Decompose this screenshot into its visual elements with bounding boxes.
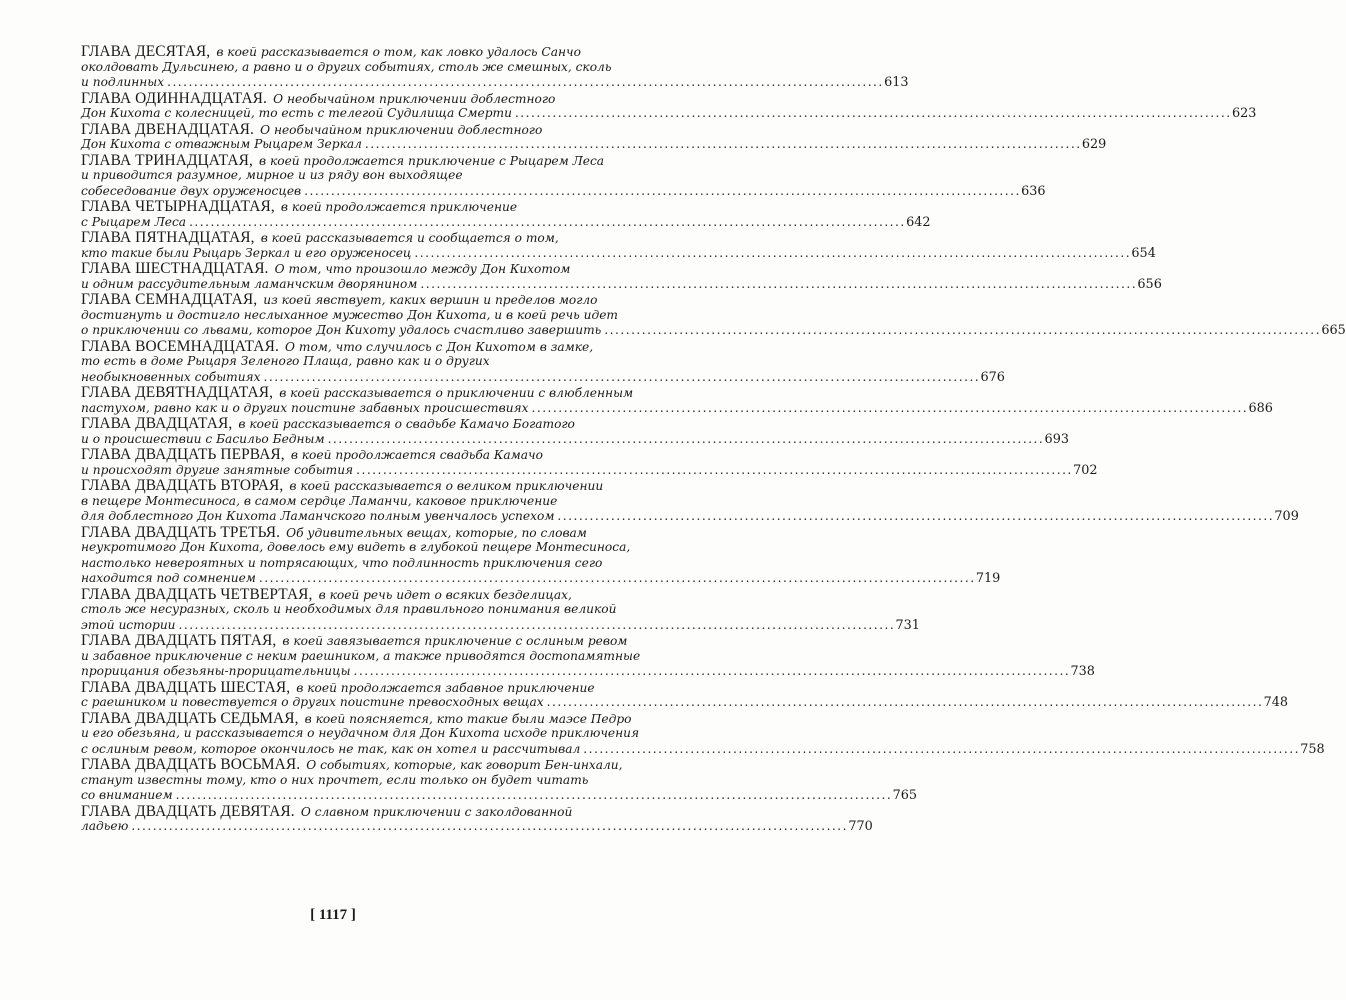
chapter-heading: ГЛАВА ВОСЕМНАДЦАТАЯ. [81,337,279,355]
toc-entry [81,415,1069,447]
chapter-description: в коей продолжается приключение [280,200,518,214]
chapter-heading: ГЛАВА ДВАДЦАТЬ ПЕРВАЯ, [81,446,285,463]
chapter-description: и о происшествии с Басильо Бедным [81,431,325,446]
chapter-description: прорицания обезьяны-прорицательницы [81,664,351,678]
toc-entry [81,585,920,634]
chapter-heading: ГЛАВА ДВАДЦАТЬ ЧЕТВЕРТАЯ, [81,585,313,603]
toc-line [81,400,1273,417]
dot-leader [167,75,881,91]
toc-line [81,617,920,634]
page-number: 758 [1300,741,1325,757]
chapter-description: пастухом, равно как и о других поистине забавных происшествиях [81,400,529,415]
toc-line [81,261,584,277]
chapter-description: необыкновенных событиях [81,369,261,384]
chapter-heading: ГЛАВА ДЕВЯТНАДЦАТАЯ, [81,384,274,401]
toc-line [81,214,931,231]
toc-line [81,555,603,572]
chapter-description: этой истории [81,617,176,632]
dot-leader [304,184,1018,200]
toc-line [81,678,595,696]
toc-line [81,245,1156,262]
dot-leader [131,819,845,835]
toc-entry [81,260,1162,292]
toc-line [81,230,584,246]
chapter-heading: ГЛАВА ДВАДЦАТЬ ВОСЬМАЯ. [81,756,301,773]
toc-line [81,648,641,665]
page-number: 770 [848,819,873,834]
dot-leader [604,323,1318,339]
dot-leader [264,370,978,386]
toc-line [81,431,1069,448]
page-number: 702 [1073,462,1098,478]
toc-entry [81,43,909,91]
chapter-description: О необычайном приключении доблестного [260,122,543,137]
chapter-description: О событиях, которые, как говорит Бен-инхали, [306,758,623,772]
chapter-heading: ГЛАВА ДВАДЦАТАЯ, [81,415,233,432]
chapter-description: в коей рассказывается о великом приключении [289,479,604,493]
page-number: 676 [980,369,1005,385]
toc-line [81,276,1162,293]
dot-leader [328,432,1042,448]
toc-entry [81,120,1107,153]
toc-line [81,137,1107,153]
toc-entry [81,151,1046,200]
chapter-description: в коей рассказывается о свадьбе Камачо Богатого [238,417,575,431]
page-number: 642 [906,214,931,230]
toc-line [81,44,584,60]
dot-leader [547,695,1261,711]
toc-line [81,804,584,820]
chapter-description: О славном приключении с заколдованной [300,804,573,819]
toc-line [81,632,628,649]
page-number: 719 [975,571,1001,586]
toc-line [81,819,873,835]
dot-leader [515,106,1229,122]
dot-leader [189,215,903,231]
dot-leader [420,277,1134,293]
page-number: 731 [895,617,920,633]
chapter-description: Дон Кихота с отважным Рыцарем Зеркал [81,137,362,151]
toc-line [81,494,584,510]
table-of-contents [81,43,1346,835]
chapter-heading: ГЛАВА ДВАДЦАТЬ СЕДЬМАЯ, [81,709,299,727]
toc-line [81,756,623,773]
toc-line [81,291,598,308]
chapter-heading: ГЛАВА ДВАДЦАТЬ ТРЕТЬЯ. [81,523,281,541]
chapter-description: для доблестного Дон Кихота Ламанчского полным увенчалось успехом [81,509,555,523]
toc-line [81,307,618,324]
chapter-heading: ГЛАВА ПЯТНАДЦАТАЯ, [81,229,255,246]
dot-leader [354,664,1068,680]
chapter-description: находится под сомнением [81,571,256,585]
toc-line [81,664,1095,680]
page-number: 636 [1021,183,1046,199]
chapter-description: О необычайном приключении доблестного [273,91,556,106]
chapter-description: в коей рассказывается о том, как ловко удалось Санчо [216,45,581,59]
chapter-heading: ГЛАВА ДВАДЦАТЬ ПЯТАЯ, [81,632,277,649]
chapter-description: в коей продолжается свадьба Камачо [290,448,543,462]
toc-entry [81,384,1273,416]
toc-entry [81,229,1156,261]
page-number: 765 [892,788,917,803]
chapter-description: неукротимого Дон Кихота, довелось ему видеть в глубокой пещере Монтесиноса, [81,540,631,554]
toc-line [81,477,604,494]
chapter-description: столь же несуразных, сколь и необходимых для правильного понимания великой [81,602,617,616]
toc-line [81,323,1346,339]
page-number: 738 [1070,664,1095,679]
toc-entry [81,709,1325,758]
toc-line [81,151,605,169]
chapter-description: ладьею [81,819,129,833]
chapter-description: околдовать Дульсинею, а равно и о других событиях, столь же смешных, сколь [81,59,612,74]
dot-leader [414,246,1128,262]
page-number: 656 [1137,276,1162,292]
chapter-description: и происходят другие занятные события [81,462,354,477]
chapter-heading: ГЛАВА ЧЕТЫРНАДЦАТАЯ, [81,198,275,215]
dot-leader [356,463,1070,479]
dot-leader [259,571,973,587]
toc-entry [81,523,1001,587]
dot-leader [557,509,1271,525]
toc-entry [81,632,1095,680]
toc-line [81,75,909,91]
toc-line [81,726,640,742]
dot-leader [365,137,1079,153]
toc-entry [81,337,1005,386]
toc-entry [81,678,1289,711]
chapter-heading: ГЛАВА ТРИНАДЦАТАЯ, [81,151,253,169]
chapter-description: в коей рассказывается и сообщается о том, [260,231,559,245]
toc-line [81,106,1257,122]
chapter-description: О том, что произошло между Дон Кихотом [274,262,571,276]
toc-line [81,709,632,727]
page-number: 709 [1274,509,1299,524]
toc-line [81,59,612,76]
toc-line [81,587,584,603]
chapter-description: и приводится разумное, мирное и из ряду вон выходящее [81,168,463,182]
toc-line [81,183,1046,200]
chapter-heading: ГЛАВА ШЕСТНАДЦАТАЯ. [81,260,269,277]
toc-line [81,447,584,463]
chapter-description: собеседование двух оруженосцев [81,183,302,198]
chapter-description: и забавное приключение с неким раешником, а также приводятся достопамятные [81,648,641,663]
toc-line [81,354,584,370]
toc-entry [81,756,917,804]
chapter-description: и подлинных [81,75,165,89]
chapter-description: достигнуть и достигло неслыханное мужество Дон Кихота, и в коей речь идет [81,307,618,322]
chapter-description: с Рыцарем Леса [81,214,187,229]
chapter-description: то есть в доме Рыцаря Зеленого Плаща, равно как и о других [81,354,490,368]
toc-line [81,540,631,556]
toc-line [81,369,1005,386]
toc-line [81,122,584,138]
chapter-description: с раешником и повествуется о других поистине превосходных вещах [81,695,544,709]
chapter-description: в коей продолжается забавное приключение [296,680,595,695]
chapter-heading: ГЛАВА ДВЕНАДЦАТАЯ. [81,120,254,138]
toc-line [81,509,1299,525]
toc-line [81,695,1289,711]
toc-line [81,384,634,401]
toc-entry [81,198,931,230]
toc-line [81,788,917,804]
toc-entry [81,89,1257,122]
dot-leader [532,401,1246,417]
chapter-description: настолько невероятных и потрясающих, что подлинность приключения сего [81,555,603,570]
dot-leader [179,618,893,634]
page-number: 654 [1131,245,1156,261]
page-number: 665 [1321,323,1346,338]
chapter-description: в коей продолжается приключение с Рыцарем Леса [259,153,605,168]
toc-line [81,416,584,432]
dot-leader [176,788,890,804]
toc-line [81,168,584,184]
chapter-description: кто такие были Рыцарь Зеркал и его оруженосец [81,245,412,260]
page-number: 623 [1231,106,1257,121]
chapter-heading: ГЛАВА СЕМНАДЦАТАЯ, [81,291,258,308]
page-number: 613 [884,75,909,90]
toc-entry [81,802,873,835]
toc-entry [81,291,1346,339]
page-number: 686 [1248,400,1273,416]
toc-line [81,571,1001,587]
page-number: 629 [1081,137,1107,152]
chapter-description: и его обезьяна, и рассказывается о неудачном для Дон Кихота исходе приключения [81,726,640,740]
chapter-description: с ослиным ревом, которое окончилось не так, как он хотел и рассчитывал [81,741,581,756]
page-number: 693 [1044,431,1069,447]
chapter-description: в коей речь идет о всяких безделицах, [318,587,572,602]
toc-line [81,772,589,789]
page-number-folio: [ 1117 ] [310,907,356,923]
toc-line [81,602,617,618]
toc-line [81,337,594,355]
chapter-description: станут известны тому, кто о них прочтет, если только он будет читать [81,772,589,787]
chapter-heading: ГЛАВА ДВАДЦАТЬ ВТОРАЯ, [81,477,284,494]
chapter-description: из коей явствует, каких вершин и пределов могло [263,293,598,307]
chapter-heading: ГЛАВА ДЕСЯТАЯ, [81,43,211,60]
chapter-description: Дон Кихота с колесницей, то есть с телегой Судилища Смерти [81,106,512,120]
chapter-description: в коей завязывается приключение с ослиным ревом [282,634,628,648]
dot-leader [583,742,1297,758]
chapter-description: Об удивительных вещах, которые, по словам [286,525,587,540]
toc-line [81,523,587,541]
chapter-heading: ГЛАВА ДВАДЦАТЬ ШЕСТАЯ, [81,678,291,696]
chapter-description: и одним рассудительным ламанчским дворянином [81,276,418,291]
toc-line [81,741,1325,758]
toc-entry [81,446,1098,478]
chapter-description: о приключении со львами, которое Дон Кихоту удалось счастливо завершить [81,323,602,337]
page-number: 748 [1263,695,1289,710]
chapter-description: в пещере Монтесиноса, в самом сердце Ламанчи, каковое приключение [81,493,558,508]
chapter-description: в коей рассказывается о приключении с влюбленным [279,386,634,400]
toc-line [81,199,584,215]
toc-line [81,91,584,107]
chapter-description: в коей поясняется, кто такие были маэсе Педро [304,711,632,726]
chapter-description: О том, что случилось с Дон Кихотом в замке, [285,339,594,354]
chapter-heading: ГЛАВА ДВАДЦАТЬ ДЕВЯТАЯ. [81,802,295,820]
toc-entry [81,477,1299,525]
chapter-description: со вниманием [81,788,173,802]
toc-line [81,462,1098,479]
chapter-heading: ГЛАВА ОДИННАДЦАТАЯ. [81,89,267,107]
